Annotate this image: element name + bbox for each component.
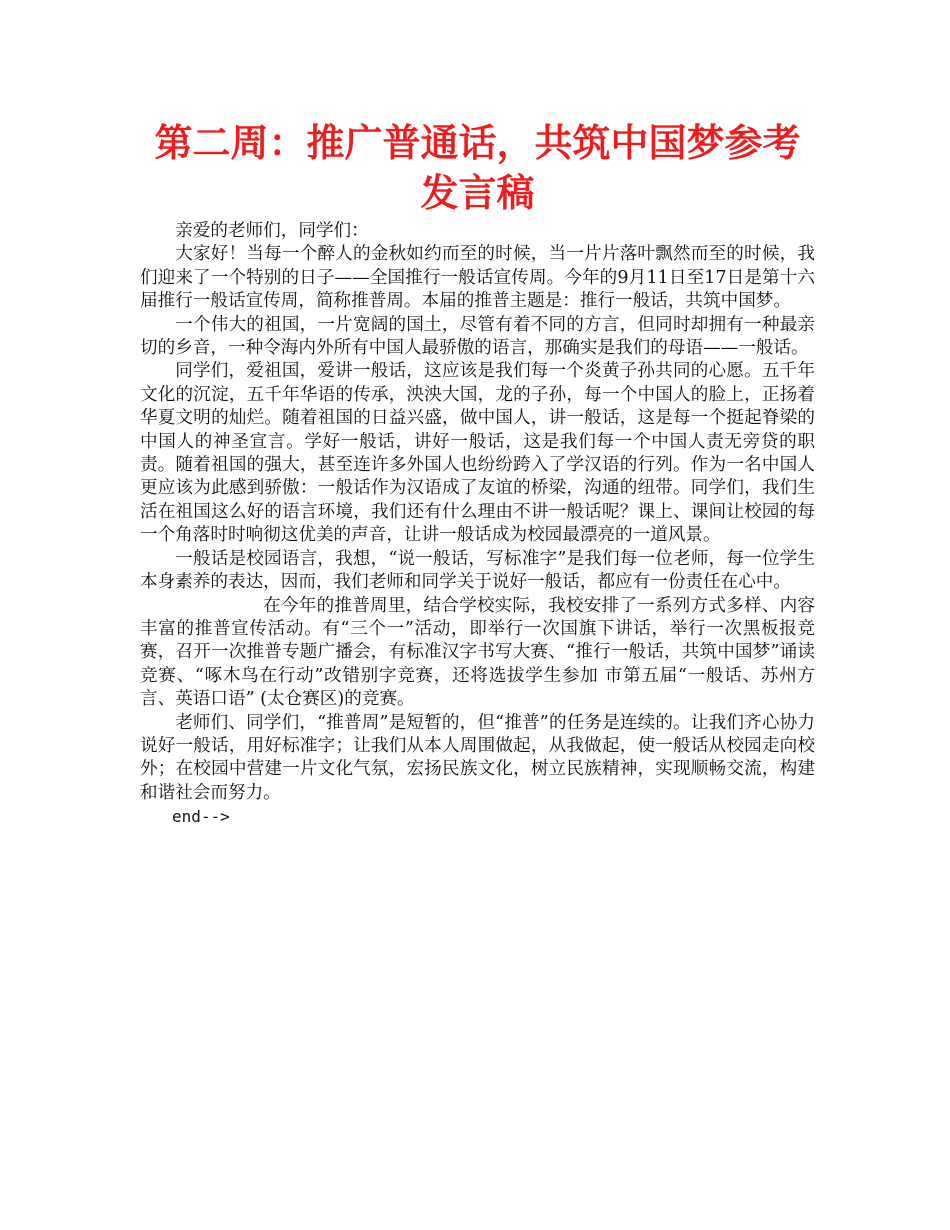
paragraph-5: 在今年的推普周里，结合学校实际，我校安排了一系列方式多样、内容丰富的推普宣传活动。有“三个一”活动，即举行一次国旗下讲话，举行一次黑板报竞赛，召开一次推普专题广播会，有标准汉字书写大赛、“推行一般话，共筑中国梦”诵读竞赛、“啄木鸟在行动”改错别字竞赛，还将选拔学生参加 市第五届“一般话、苏州方言、英语口语” (太仓赛区)的竞赛。	[140, 595, 815, 710]
document-page	[140, 118, 815, 829]
document-body	[140, 220, 815, 829]
document-title: 第二周：推广普通话，共筑中国梦参考发言稿	[154, 121, 801, 215]
end-marker: end-->	[172, 807, 230, 827]
paragraph-2: 一个伟大的祖国，一片宽阔的国土，尽管有着不同的方言，但同时却拥有一种最亲切的乡音，一种令海内外所有中国人最骄傲的语言，那确实是我们的母语——一般话。	[140, 314, 815, 359]
paragraph-3: 同学们，爱祖国，爱讲一般话，这应该是我们每一个炎黄子孙共同的心愿。五千年文化的沉淀，五千年华语的传承，泱泱大国，龙的子孙，每一个中国人的脸上，正扬着华夏文明的灿烂。随着祖国的日益兴盛，做中国人，讲一般话，这是每一个挺起脊梁的中国人的神圣宣言。学好一般话，讲好一般话，这是我们每一个中国人责无旁贷的职责。随着祖国的强大，甚至连许多外国人也纷纷跨入了学汉语的行列。作为一名中国人更应该为此感到骄傲：一般话作为汉语成了友谊的桥梁，沟通的纽带。同学们，我们生活在祖国这么好的语言环境，我们还有什么理由不讲一般话呢？课上、课间让校园的每一个角落时时响彻这优美的声音，让讲一般话成为校园最漂亮的一道风景。	[140, 361, 815, 546]
greeting: 亲爱的老师们，同学们：	[175, 221, 369, 241]
paragraph-6: 老师们、同学们，“推普周”是短暂的，但“推普”的任务是连续的。让我们齐心协力说好一般话，用好标准字；让我们从本人周围做起，从我做起，使一般话从校园走向校外；在校园中营建一片文化气氛，宏扬民族文化，树立民族精神，实现顺畅交流，构建和谐社会而努力。	[140, 712, 815, 803]
paragraph-1: 大家好！当每一个醉人的金秋如约而至的时候，当一片片落叶飘然而至的时候，我们迎来了一个特别的日子——全国推行一般话宣传周。今年的9月11日至17日是第十六届推行一般话宣传周，简称推普周。本届的推普主题是：推行一般话，共筑中国梦。	[140, 244, 815, 312]
paragraph-4: 一般话是校园语言，我想，“说一般话，写标准字”是我们每一位老师，每一位学生本身素养的表达，因而，我们老师和同学关于说好一般话，都应有一份责任在心中。	[140, 548, 815, 593]
